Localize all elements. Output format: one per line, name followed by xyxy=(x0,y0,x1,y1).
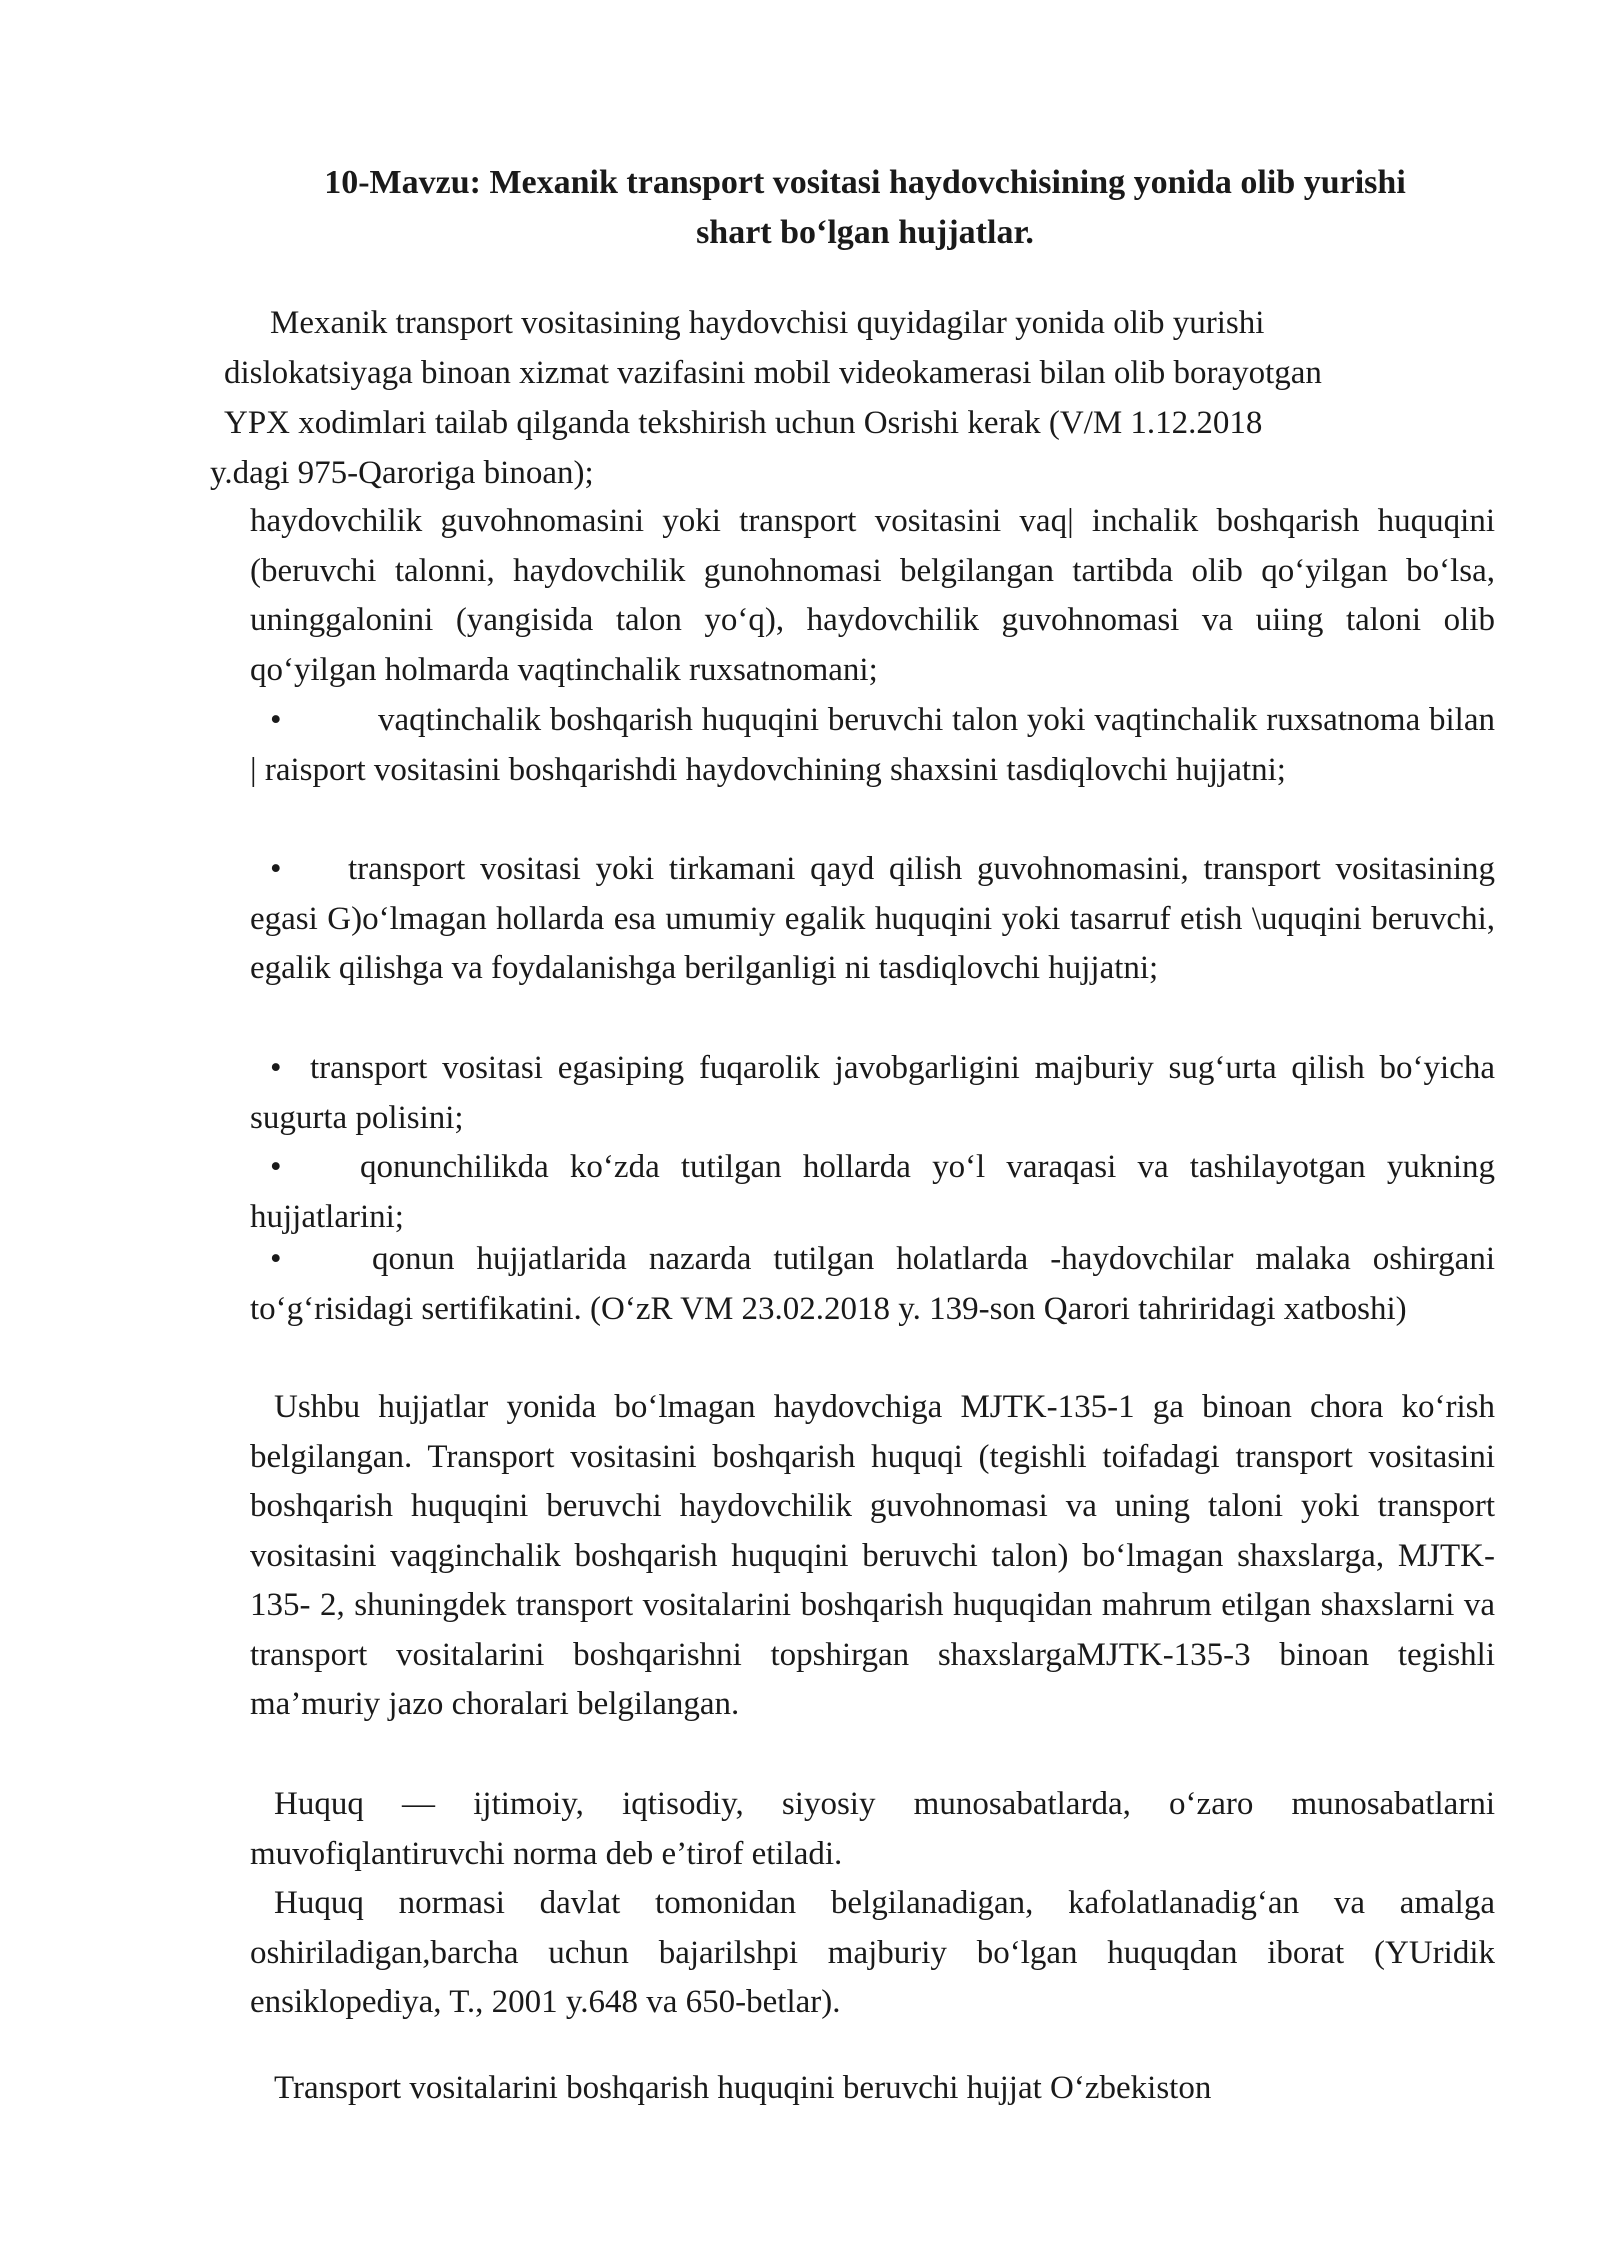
list-item-text: transport vositasi yoki tirkamani qayd qilish guvohnomasini, transport vositasining egasi G)o‘lmagan hollarda esa umumiy egalik huquqini yoki tasarruf etish \uquqini beruvchi, egalik qilishga va foydalanishga berilganligi ni tasdiqlovchi hujjatni; xyxy=(250,851,1495,986)
title-line-1: 10-Mavzu: Mexanik transport vositasi haydovchisining yonida olib yurishi xyxy=(324,164,1406,201)
list-item xyxy=(250,1143,1495,1242)
paragraph-penalties: Ushbu hujjatlar yonida bo‘lmagan haydovchiga MJTK-135-1 ga binoan chora ko‘rish belgilangan. Transport vositasini boshqarish huquqi (tegishli toifadagi transport vositasini boshqarish huquqini beruvchi haydovchilik guvohnomasi va uning taloni yoki transport vositasini vaqginchalik boshqarish huquqini beruvchi talon) bo‘lmagan shaxslarga, MJTK-135- 2, shuningdek transport vositalarini boshqarish huquqidan mahrum etilgan shaxslarni va transport vositalarini boshqarishni topshirgan shaxslargaMJTK-135-3 binoan tegishli ma’muriy jazo choralari belgilangan. xyxy=(250,1389,1495,1722)
intro-line: YPX xodimlari tailab qilganda tekshirish uchun Osrishi kerak (V/M 1.12.2018 xyxy=(224,405,1263,441)
list-item xyxy=(250,1235,1495,1334)
intro-paragraph xyxy=(210,298,1514,498)
intro-line: y.dagi 975-Qaroriga binoan); xyxy=(210,455,594,491)
list-item xyxy=(250,1044,1495,1143)
list-item xyxy=(250,696,1495,795)
title-line-2: shart bo‘lgan hujjatlar. xyxy=(696,214,1034,251)
bullet-icon: • xyxy=(270,851,282,887)
document-title xyxy=(230,158,1500,258)
bullet-icon: • xyxy=(270,1050,282,1086)
paragraph-law-definition: Huquq — ijtimoiy, iqtisodiy, siyosiy munosabatlarda, o‘zaro munosabatlarni muvofiqlantiruvchi norma deb e’tirof etiladi. xyxy=(250,1786,1495,1872)
paragraph-legal-norm: Huquq normasi davlat tomonidan belgilanadigan, kafolatlanadig‘an va amalga oshiriladigan,barcha uchun bajarilshpi majburiy bo‘lgan huquqdan iborat (YUridik ensiklopediya, T., 2001 y.648 va 650-betlar). xyxy=(250,1885,1495,2020)
list-item-text: transport vositasi egasiping fuqarolik javobgarligini majburiy sug‘urta qilish bo‘yicha sugurta polisini; xyxy=(250,1050,1495,1136)
list-item-text: qonunchilikda ko‘zda tutilgan hollarda yo‘l varaqasi va tashilayotgan yukning hujjatlarini; xyxy=(250,1149,1495,1235)
bullet-icon: • xyxy=(270,1149,282,1185)
list-item-license: haydovchilik guvohnomasini yoki transport vositasini vaq| inchalik boshqarish huquqini (beruvchi talonni, haydovchilik gunohnomasi belgilangan tartibda olib qo‘yilgan bo‘lsa, uninggalonini (yangisida talon yo‘q), haydovchilik guvohnomasi va uiing taloni olib qo‘yilgan holmarda vaqtinchalik ruxsatnomani; xyxy=(250,503,1495,688)
bullet-icon: • xyxy=(270,1241,282,1277)
list-item-text: qonun hujjatlarida nazarda tutilgan holatlarda -haydovchilar malaka oshirgani to‘g‘risidagi sertifikatini. (O‘zR VM 23.02.2018 y. 139-son Qarori tahriridagi xatboshi) xyxy=(250,1241,1495,1327)
bullet-icon: • xyxy=(270,702,282,738)
intro-line: Mexanik transport vositasining haydovchisi quyidagilar yonida olib yurishi xyxy=(270,305,1265,341)
list-item xyxy=(250,845,1495,994)
paragraph-driving-document: Transport vositalarini boshqarish huquqini beruvchi hujjat O‘zbekiston xyxy=(274,2070,1212,2106)
list-item-text: vaqtinchalik boshqarish huquqini beruvchi talon yoki vaqtinchalik ruxsatnoma bilan | raisport vositasini boshqarishdi haydovchining shaxsini tasdiqlovchi hujjatni; xyxy=(250,702,1495,788)
intro-line: dislokatsiyaga binoan xizmat vazifasini mobil videokamerasi bilan olib borayotgan xyxy=(224,355,1322,391)
